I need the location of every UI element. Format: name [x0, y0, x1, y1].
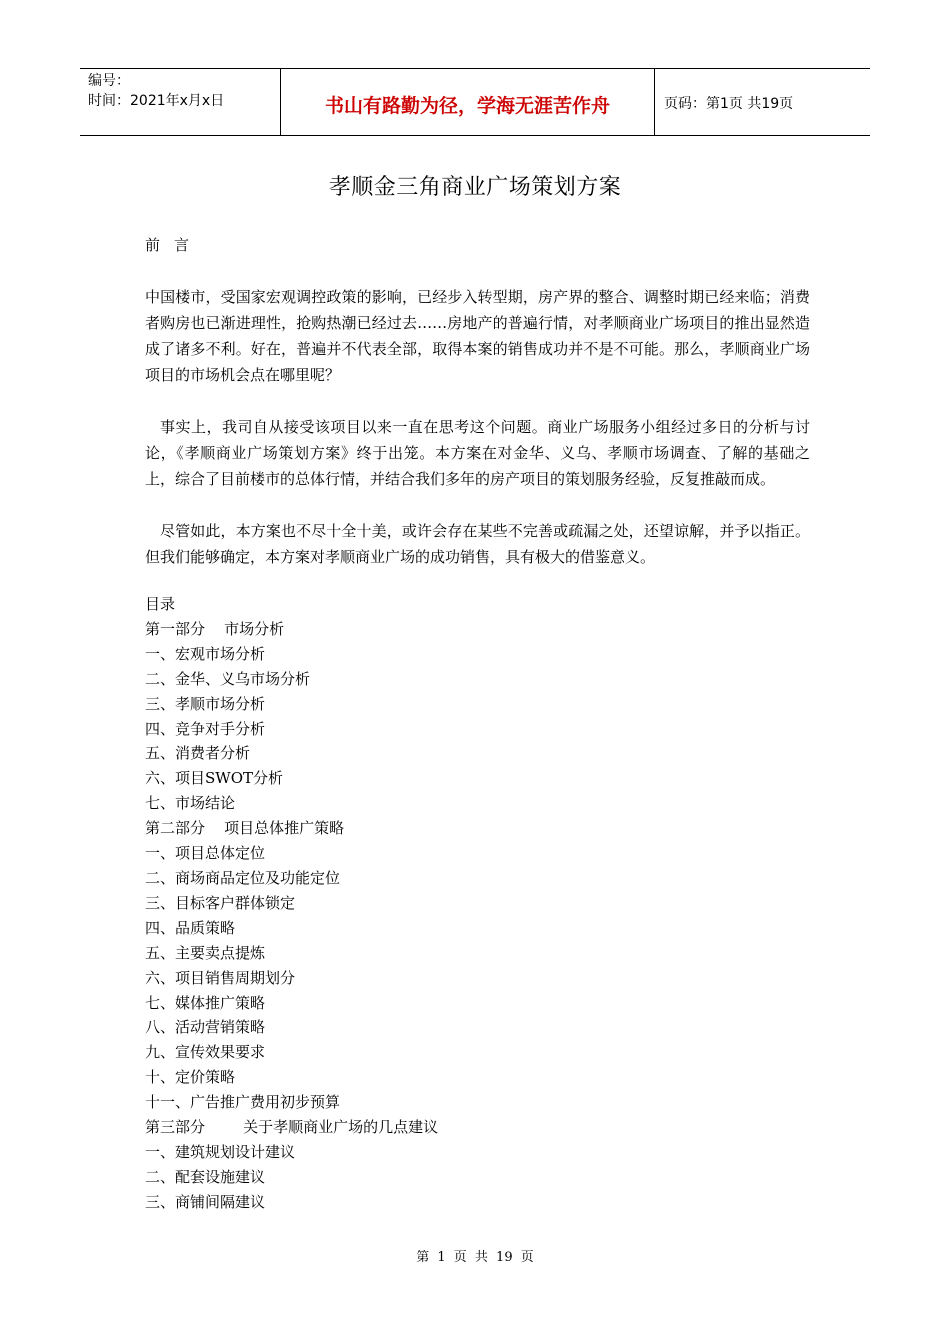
toc-item: 十一、广告推广费用初步预算: [145, 1093, 341, 1112]
toc-item: 三、商铺间隔建议: [145, 1192, 266, 1211]
header-motto-cell: [281, 69, 655, 135]
toc-item: 七、市场结论: [145, 794, 236, 813]
toc-heading: 目录: [145, 595, 176, 613]
toc-item: 六、项目销售周期划分: [145, 968, 296, 987]
table-of-contents: [145, 592, 810, 1215]
preface-paragraph-1: 中国楼市，受国家宏观调控政策的影响，已经步入转型期，房产界的整合、调整时期已经来临；消费者购房也已渐进理性，抢购热潮已经过去……房地产的普遍行情，对孝顺商业广场项目的推出显然造成了诸多不利。好在，普遍并不代表全部，取得本案的销售成功并不是不可能。那么，孝顺商业广场项目的市场机会点在哪里呢？: [145, 288, 810, 384]
toc-item: 三、目标客户群体锁定: [145, 893, 296, 912]
header-meta-cell: [80, 69, 281, 135]
preface-paragraph-3: 尽管如此，本方案也不尽十全十美，或许会存在某些不完善或疏漏之处，还望谅解，并予以指正。但我们能够确定，本方案对孝顺商业广场的成功销售，具有极大的借鉴意义。: [145, 522, 810, 566]
document-number-label: 编号：: [88, 73, 130, 89]
header-page-cell: [655, 69, 870, 135]
document-body: [145, 232, 810, 1215]
toc-item: 一、宏观市场分析: [145, 644, 266, 663]
toc-item: 八、活动营销策略: [145, 1018, 266, 1037]
header-page-info: 页码：第1页 共19页: [664, 96, 794, 112]
toc-item: 二、配套设施建议: [145, 1167, 266, 1186]
header-motto: 书山有路勤为径，学海无涯苦作舟: [324, 94, 610, 117]
toc-item: 六、项目SWOT分析: [145, 769, 283, 788]
toc-item: 二、商场商品定位及功能定位: [145, 868, 341, 887]
preface-paragraph-2: 事实上，我司自从接受该项目以来一直在思考这个问题。商业广场服务小组经过多日的分析与讨论，《孝顺商业广场策划方案》终于出笼。本方案在对金华、义乌、孝顺市场调查、了解的基础之上，综合了目前楼市的总体行情，并结合我们多年的房产项目的策划服务经验，反复推敲而成。: [145, 418, 810, 488]
toc-item: 一、项目总体定位: [145, 844, 266, 863]
page-footer: 第 1 页 共 19 页: [416, 1250, 534, 1265]
toc-item: 四、品质策略: [145, 918, 236, 937]
toc-item: 五、消费者分析: [145, 744, 251, 763]
preface-heading: 前言: [145, 236, 204, 254]
toc-item: 一、建筑规划设计建议: [145, 1142, 296, 1161]
toc-item: 十、定价策略: [145, 1068, 236, 1087]
toc-item: 第二部分 项目总体推广策略: [145, 819, 345, 838]
toc-item: 第三部分 关于孝顺商业广场的几点建议: [145, 1118, 439, 1137]
toc-item: 五、主要卖点提炼: [145, 943, 266, 962]
header-table: [80, 68, 870, 136]
toc-item: 九、宣传效果要求: [145, 1043, 266, 1062]
document-time-label: 时间：2021年x月x日: [88, 93, 225, 109]
toc-item: 三、孝顺市场分析: [145, 694, 266, 713]
toc-item: 二、金华、义乌市场分析: [145, 669, 311, 688]
toc-item: 七、媒体推广策略: [145, 993, 266, 1012]
toc-list: [145, 617, 810, 1215]
toc-item: 四、竞争对手分析: [145, 719, 266, 738]
document-title: 孝顺金三角商业广场策划方案: [328, 175, 622, 200]
toc-item: 第一部分 市场分析: [145, 619, 285, 638]
